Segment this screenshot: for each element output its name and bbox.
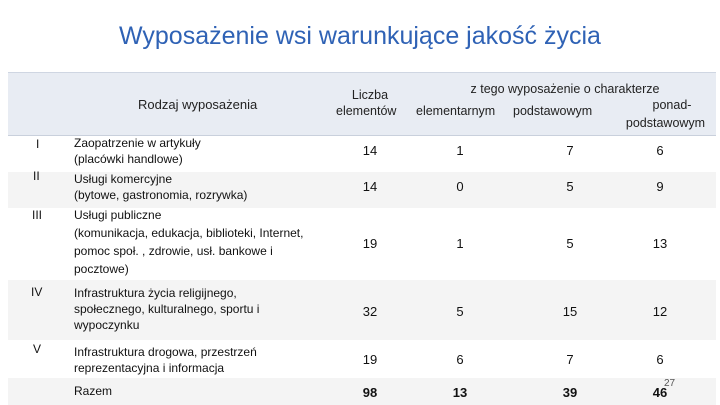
- row-number: V: [33, 342, 42, 356]
- basic-value: 15: [562, 304, 578, 319]
- row-type-line: wypoczynku: [74, 318, 140, 332]
- total-elementary-value: 13: [452, 385, 468, 400]
- page-number: 27: [664, 378, 676, 389]
- basic-value: 5: [566, 179, 574, 194]
- elementary-value: 0: [456, 179, 464, 194]
- basic-column-header: podstawowym: [513, 104, 593, 118]
- row-type-line: Zaopatrzenie w artykuły: [74, 136, 201, 150]
- row-type-line: Infrastruktura życia religijnego,: [74, 286, 237, 300]
- above-basic-header-line1: ponad-: [652, 98, 692, 112]
- total-count-value: 98: [362, 385, 378, 400]
- count-header-line2: elementów: [336, 104, 397, 118]
- count-value: 32: [362, 304, 378, 319]
- elementary-column-header: elementarnym: [416, 104, 496, 118]
- row-type-line: Infrastruktura drogowa, przestrzeń: [74, 345, 257, 359]
- row-type-line: Usługi publiczne: [74, 208, 162, 222]
- total-label: Razem: [74, 384, 113, 398]
- table-total-row: [8, 378, 716, 405]
- row-number: II: [33, 169, 40, 183]
- total-basic-value: 39: [562, 385, 578, 400]
- row-type-line: Usługi komercyjne: [74, 172, 173, 186]
- count-value: 19: [362, 236, 378, 251]
- above-basic-value: 6: [656, 352, 664, 367]
- row-type-line: społecznego, kulturalnego, sportu i: [74, 302, 260, 316]
- group-header: z tego wyposażenie o charakterze: [470, 82, 660, 96]
- table-row: [8, 169, 716, 208]
- row-number: III: [32, 208, 43, 222]
- row-type-line: pocztowe): [74, 262, 129, 276]
- basic-value: 5: [566, 236, 574, 251]
- row-type-line: (bytowe, gastronomia, rozrywka): [74, 188, 248, 202]
- table-row: [8, 134, 716, 172]
- count-value: 14: [362, 179, 378, 194]
- count-header-line1: Liczba: [351, 88, 389, 102]
- elementary-value: 1: [456, 143, 464, 158]
- row-number: I: [36, 137, 40, 151]
- equipment-table: [8, 72, 716, 405]
- elementary-value: 5: [456, 304, 464, 319]
- basic-value: 7: [566, 143, 574, 158]
- row-type-line: pomoc społ. , zdrowie, usł. bankowe i: [74, 244, 273, 258]
- count-value: 19: [362, 352, 378, 367]
- above-basic-value: 9: [656, 179, 664, 194]
- total-above-basic-value: 46: [652, 385, 668, 400]
- above-basic-value: 13: [652, 236, 668, 251]
- basic-value: 7: [566, 352, 574, 367]
- row-number: IV: [31, 285, 43, 299]
- row-type-line: (placówki handlowe): [74, 152, 183, 166]
- elementary-value: 1: [456, 236, 464, 251]
- type-column-header: Rodzaj wyposażenia: [138, 97, 258, 112]
- row-type-line: reprezentacyjna i informacja: [74, 361, 225, 375]
- table-row: [8, 340, 716, 378]
- row-type-line: (komunikacja, edukacja, biblioteki, Internet,: [74, 226, 304, 240]
- count-value: 14: [362, 143, 378, 158]
- above-basic-header-line2: podstawowym: [625, 116, 706, 130]
- table-row: [8, 208, 716, 280]
- above-basic-value: 6: [656, 143, 664, 158]
- elementary-value: 6: [456, 352, 464, 367]
- page-title: Wyposażenie wsi warunkujące jakość życia: [119, 22, 601, 50]
- above-basic-value: 12: [652, 304, 668, 319]
- table-row: [8, 280, 716, 340]
- table-header: [8, 72, 716, 136]
